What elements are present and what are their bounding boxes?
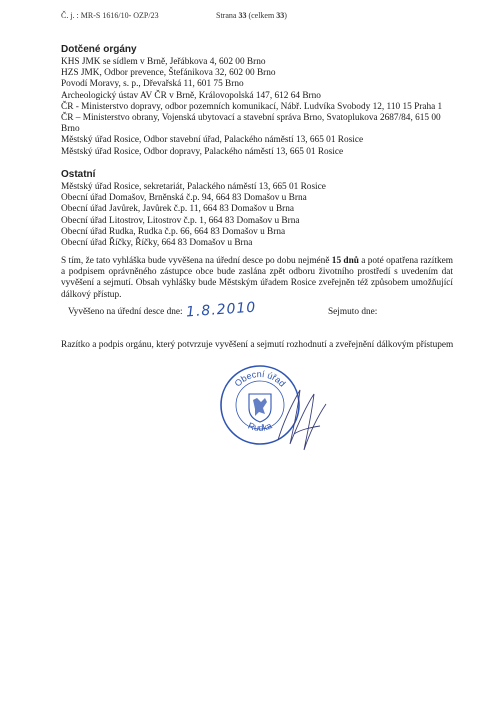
posted-date-handwritten: 1.8.2010: [185, 299, 257, 321]
list-item: Archeologický ústav AV ČR v Brně, Královopolská 147, 612 64 Brno: [61, 90, 321, 101]
list-item: Obecní úřad Litostrov, Litostrov č.p. 1, 664 83 Domašov u Brna: [61, 215, 300, 226]
list-item: Obecní úřad Domašov, Brněnská č.p. 94, 664 83 Domašov u Brna: [61, 193, 307, 204]
list-item: ČR – Ministerstvo obrany, Vojenská ubytovací a stavební správa Brno, Svatoplukova 2687/84, 615 00: [61, 113, 441, 124]
notice-text-end: a poté opatřena razítkem a podpisem oprávněného zástupce obce bude zaslána zpět odboru životního prostředí s uvedením dat vyvěšení a sejmutí. Obsah vyhlášky bude Městským úřadem Rosice zveřejněn též způsobem umožňující dálkový přístup.: [61, 256, 453, 300]
list-item: Obecní úřad Javůrek, Javůrek č.p. 11, 664 83 Domašov u Brna: [61, 204, 295, 215]
notice-text-start: S tím, že tato vyhláška bude vyvěšena na úřední desce po dobu nejméně: [61, 256, 332, 266]
stamp-instruction: Razítko a podpis orgánu, který potvrzuje vyvěšení a sejmutí rozhodnutí a zveřejnění dálkovým přístupem: [61, 340, 454, 350]
signature-scribble: [270, 380, 330, 456]
list-item: Obecní úřad Rudka, Rudka č.p. 66, 664 83 Domašov u Brna: [61, 226, 286, 237]
page-total-prefix: (celkem: [248, 11, 275, 20]
list-item: Brno: [61, 124, 80, 135]
list-item: KHS JMK se sídlem v Brně, Jeřábkova 4, 602 00 Brno: [61, 57, 266, 67]
list-item: ČR - Ministerstvo dopravy, odbor pozemních komunikací, Nábř. Ludvíka Svobody 12, 110 15 Praha 1: [61, 101, 443, 112]
list-item: Městský úřad Rosice, Odbor stavební úřad, Palackého náměstí 13, 665 01 Rosice: [61, 135, 364, 146]
page-indicator: [216, 11, 287, 20]
list-item: Městský úřad Rosice, Odbor dopravy, Palackého náměstí 13, 665 01 Rosice: [61, 146, 344, 157]
notice-paragraph: [61, 256, 453, 301]
stamp-text-bottom: Rudka: [246, 420, 274, 433]
list-item: Povodí Moravy, s. p., Dřevařská 11, 601 75 Brno: [61, 79, 244, 90]
reference-number: Č. j. : MR-S 1616/10- OZP/23: [61, 11, 159, 20]
other-recipients-list: [61, 182, 461, 249]
page-total-suffix: ): [284, 11, 287, 20]
removed-date-label: Sejmuto dne:: [328, 307, 378, 317]
other-recipients-title: Ostatní: [61, 169, 96, 180]
posted-date-label: Vyvěšeno na úřední desce dne:: [68, 307, 183, 317]
page-total: 33: [276, 11, 285, 20]
page-number: 33: [238, 11, 247, 20]
list-item: Městský úřad Rosice, sekretariát, Palackého náměstí 13, 665 01 Rosice: [61, 182, 326, 192]
page-label: Strana: [216, 11, 237, 20]
list-item: HZS JMK, Odbor prevence, Štefánikova 32, 602 00 Brno: [61, 68, 276, 79]
affected-authorities-title: Dotčené orgány: [61, 44, 137, 55]
affected-authorities-list: [61, 57, 461, 158]
list-item: Obecní úřad Říčky, Říčky, 664 83 Domašov u Brna: [61, 238, 253, 249]
notice-days: 15 dnů: [331, 256, 359, 266]
coat-of-arms-icon: [249, 394, 271, 422]
stamp-text-top: Obecní úřad: [232, 368, 288, 389]
